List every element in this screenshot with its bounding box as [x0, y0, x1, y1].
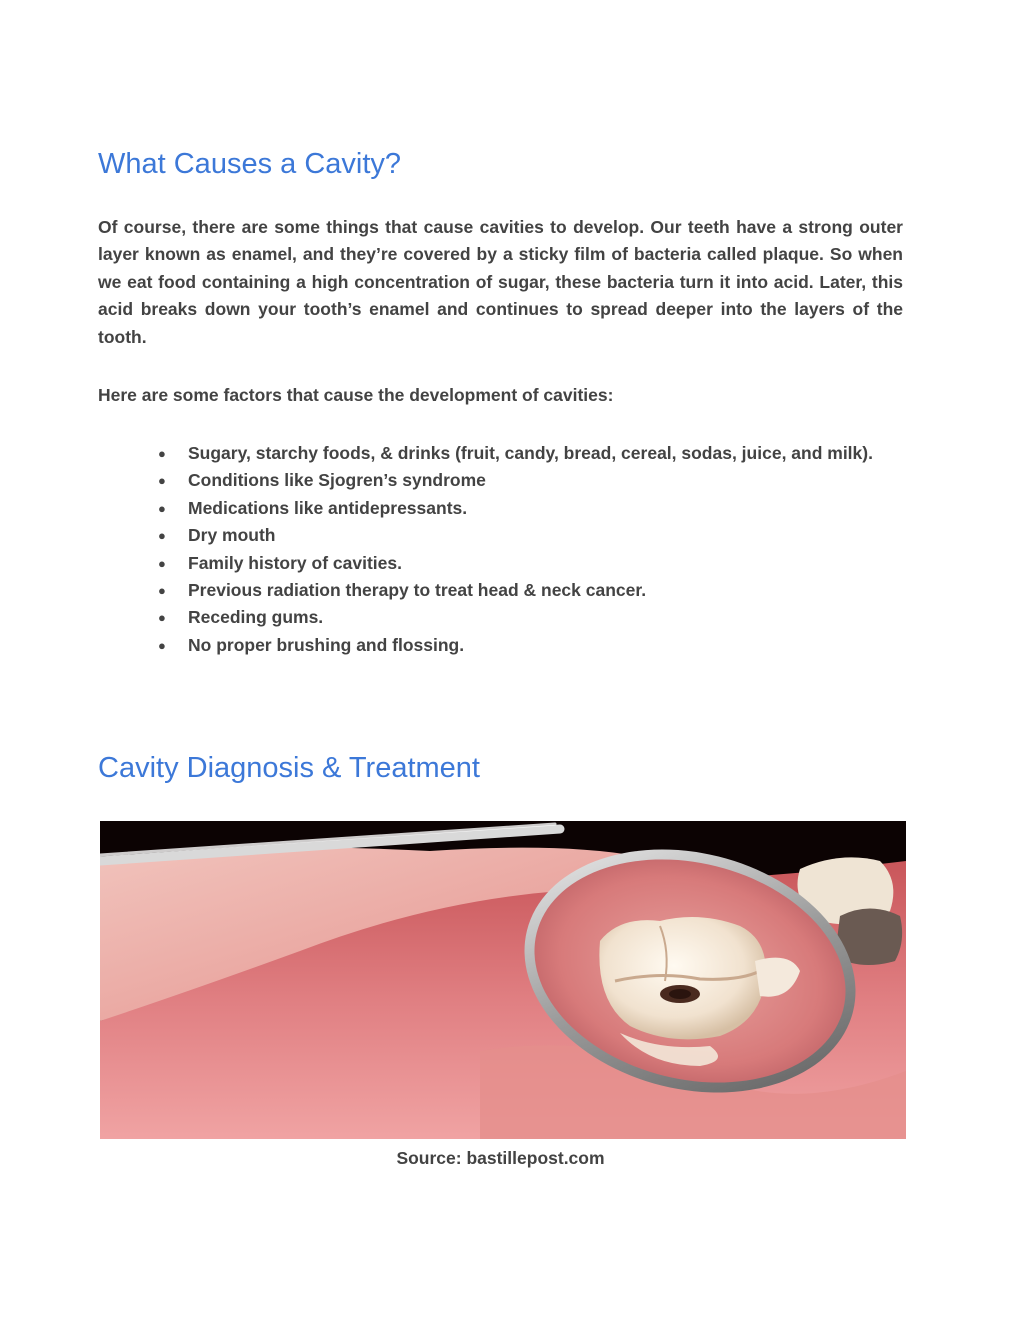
list-item-text: Sugary, starchy foods, & drinks (fruit, candy, bread, cereal, sodas, juice, and milk). [188, 443, 873, 463]
bullet-icon: ● [158, 500, 166, 516]
image-source-caption: Source: bastillepost.com [396, 1148, 605, 1168]
factors-list [150, 440, 890, 659]
list-item-text: Family history of cavities. [188, 552, 402, 573]
dental-mirror-illustration [100, 821, 906, 1139]
list-item-text: Medications like antidepressants. [188, 497, 468, 518]
list-item-text: Receding gums. [188, 607, 324, 628]
list-item [150, 440, 890, 467]
section-heading-causes: What Causes a Cavity? [98, 148, 402, 180]
bullet-icon: ● [158, 637, 166, 653]
list-item [150, 495, 890, 522]
intro-paragraph: Of course, there are some things that cause cavities to develop. Our teeth have a strong outer layer known as enamel, and they’re covered by a sticky film of bacteria called plaque. So when we eat food containing a high concentration of sugar, these bacteria turn it into acid. Later, this acid breaks down your tooth’s enamel and continues to spread deeper into the layers of the tooth. [98, 217, 903, 347]
list-item [150, 467, 890, 494]
bullet-icon: ● [158, 446, 166, 461]
list-item-text: Dry mouth [188, 525, 276, 546]
list-item [150, 604, 890, 631]
section-heading-diagnosis: Cavity Diagnosis & Treatment [98, 752, 480, 784]
list-item [150, 522, 890, 549]
list-item-text: No proper brushing and flossing. [188, 634, 465, 655]
dental-mirror-photo [100, 821, 906, 1139]
bullet-icon: ● [158, 528, 166, 544]
list-item-text: Conditions like Sjogren’s syndrome [188, 470, 486, 491]
list-item [150, 577, 890, 604]
factors-intro-paragraph: Here are some factors that cause the development of cavities: [98, 385, 614, 405]
list-item [150, 550, 890, 577]
bullet-icon: ● [158, 555, 166, 571]
bullet-icon: ● [158, 473, 166, 489]
bullet-icon: ● [158, 610, 166, 626]
list-item-text: Previous radiation therapy to treat head & neck cancer. [188, 580, 647, 601]
list-item [150, 632, 890, 659]
bullet-icon: ● [158, 583, 166, 599]
